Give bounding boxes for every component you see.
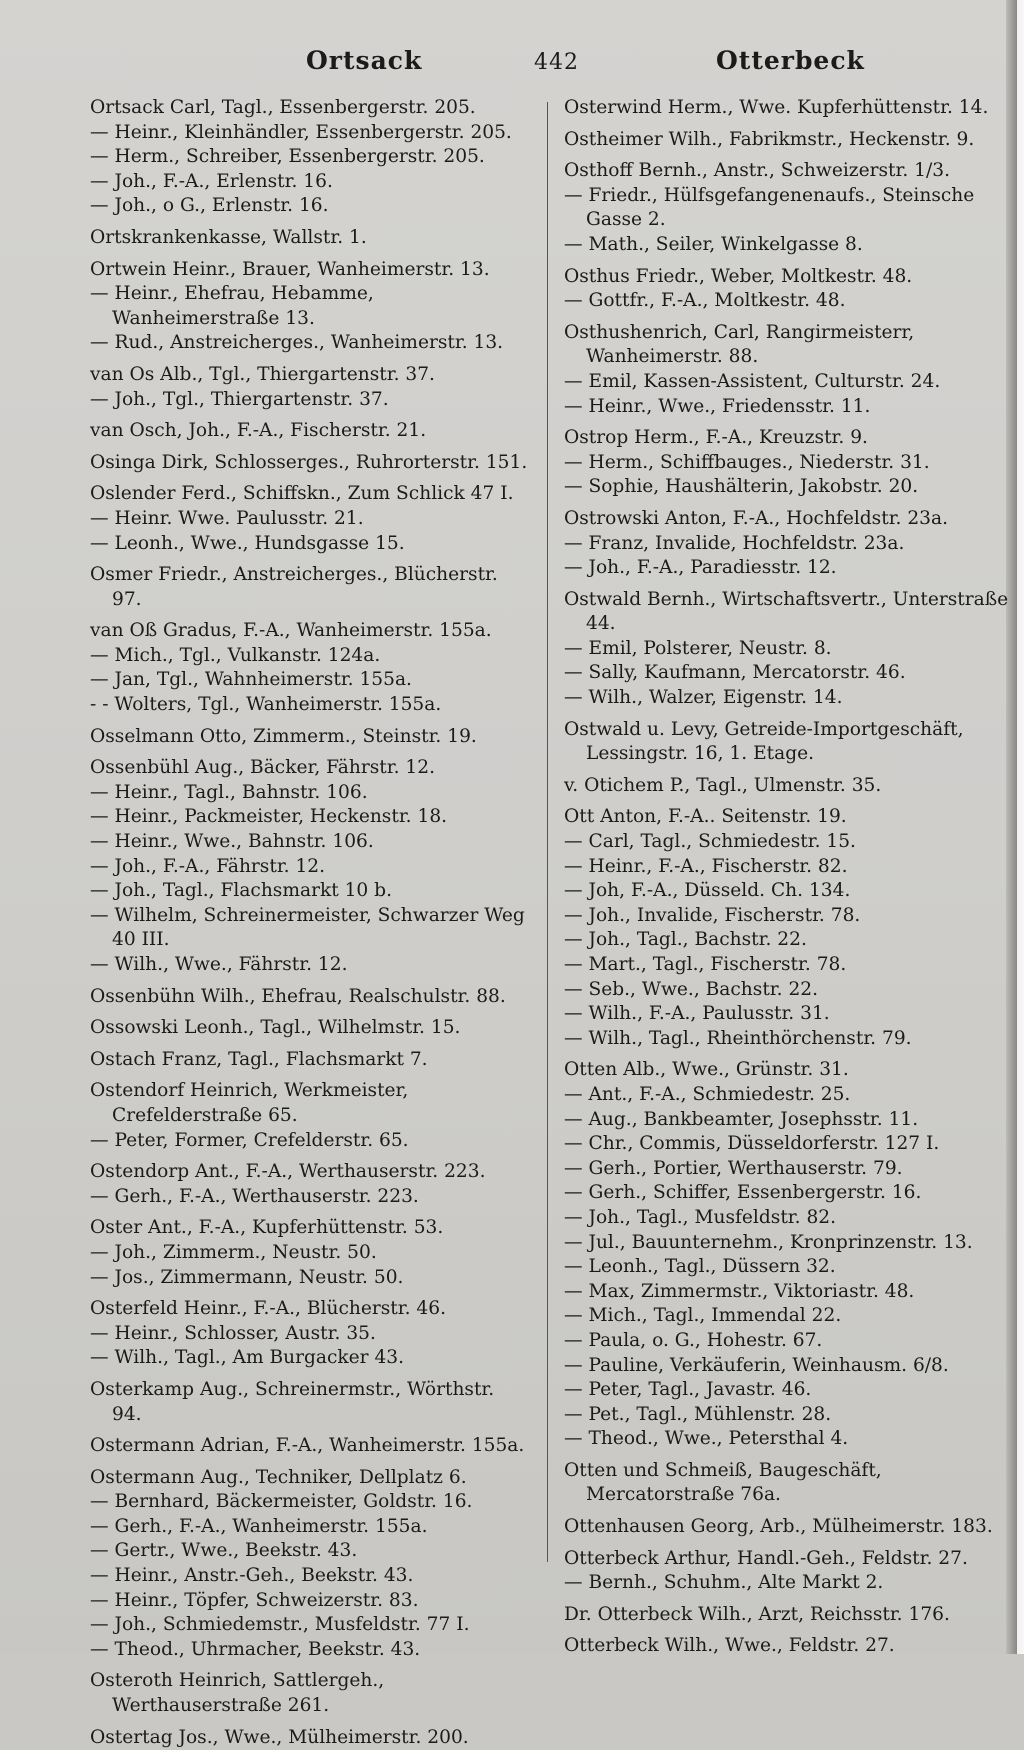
directory-entry: — Joh., Tagl., Flachsmarkt 10 b. bbox=[90, 880, 392, 902]
directory-entry: Ossenbühn Wilh., Ehefrau, Realschulstr. 88. bbox=[90, 985, 506, 1007]
directory-entry: — Jan, Tgl., Wahnheimerstr. 155a. bbox=[90, 669, 412, 691]
directory-entry: Osterkamp Aug., Schreinermstr., Wörthstr. 94. bbox=[90, 1378, 495, 1425]
directory-entry: — Paula, o. G., Hohestr. 67. bbox=[564, 1329, 823, 1351]
directory-entry: — Sally, Kaufmann, Mercatorstr. 46. bbox=[564, 662, 906, 684]
directory-entry: — Gottfr., F.-A., Moltkestr. 48. bbox=[564, 290, 846, 312]
directory-entry: Ottenhausen Georg, Arb., Mülheimerstr. 183. bbox=[564, 1516, 993, 1538]
directory-entry: Ossowski Leonh., Tagl., Wilhelmstr. 15. bbox=[90, 1017, 461, 1039]
directory-entry: — Joh., Tgl., Thiergartenstr. 37. bbox=[90, 388, 389, 410]
directory-entry: Otten und Schmeiß, Baugeschäft, Mercatorstraße 76a. bbox=[564, 1459, 882, 1506]
directory-entry: — Gertr., Wwe., Beekstr. 43. bbox=[90, 1540, 358, 1562]
directory-entry: Ortskrankenkasse, Wallstr. 1. bbox=[90, 226, 367, 248]
directory-entry: — Bernhard, Bäckermeister, Goldstr. 16. bbox=[90, 1491, 473, 1513]
directory-entry: Ostendorf Heinrich, Werkmeister, Crefelderstraße 65. bbox=[90, 1080, 409, 1126]
directory-entry: Ortsack Carl, Tagl., Essenbergerstr. 205. bbox=[90, 97, 476, 118]
page-header bbox=[90, 46, 964, 86]
directory-entry: Ostrop Herm., F.-A., Kreuzstr. 9. bbox=[564, 427, 868, 449]
header-right-word: Otterbeck bbox=[716, 46, 865, 75]
directory-entry: — Joh., Schmiedemstr., Musfeldstr. 77 I. bbox=[90, 1614, 470, 1636]
directory-entry: Oslender Ferd., Schiffskn., Zum Schlick 47 I. bbox=[90, 483, 514, 505]
directory-entry: — Joh., F.-A., Paradiesstr. 12. bbox=[564, 557, 837, 579]
directory-entry: — Heinr., Tagl., Bahnstr. 106. bbox=[90, 781, 368, 803]
directory-entry: Osmer Friedr., Anstreicherges., Blücherstr. 97. bbox=[90, 564, 498, 610]
directory-entry: — Peter, Tagl., Javastr. 46. bbox=[564, 1379, 812, 1401]
directory-entry: — Leonh., Wwe., Hundsgasse 15. bbox=[90, 532, 405, 554]
directory-entry: Ostermann Adrian, F.-A., Wanheimerstr. 155a. bbox=[90, 1435, 525, 1457]
directory-entry: — Heinr., Wwe., Friedensstr. 11. bbox=[564, 395, 871, 417]
directory-entry: — Jul., Bauunternehm., Kronprinzenstr. 13. bbox=[564, 1231, 973, 1253]
directory-entry: — Wilh., F.-A., Paulusstr. 31. bbox=[564, 1003, 830, 1025]
directory-entry: Osinga Dirk, Schlosserges., Ruhrorterstr. 151. bbox=[90, 451, 528, 473]
directory-entry: — Friedr., Hülfsgefangenenaufs., Steinsche Gasse 2. bbox=[564, 184, 975, 231]
header-left-word: Ortsack bbox=[306, 46, 423, 75]
directory-entry: Osthushenrich, Carl, Rangirmeisterr, Wanheimerstr. 88. bbox=[564, 321, 915, 368]
directory-entry: — Heinr. Wwe. Paulusstr. 21. bbox=[90, 507, 364, 529]
directory-entry: — Joh., F.-A., Erlenstr. 16. bbox=[90, 170, 333, 192]
directory-entry: Ott Anton, F.-A.. Seitenstr. 19. bbox=[564, 806, 847, 828]
directory-entry: — Leonh., Tagl., Düssern 32. bbox=[564, 1256, 836, 1278]
directory-entry: Osselmann Otto, Zimmerm., Steinstr. 19. bbox=[90, 725, 477, 747]
directory-entry: — Gerh., F.-A., Werthauserstr. 223. bbox=[90, 1185, 419, 1207]
directory-entry: van Oß Gradus, F.-A., Wanheimerstr. 155a. bbox=[90, 620, 492, 642]
directory-entry: — Emil, Polsterer, Neustr. 8. bbox=[564, 637, 832, 659]
directory-entry: — Carl, Tagl., Schmiedestr. 15. bbox=[564, 831, 856, 853]
directory-entry: — Heinr., Kleinhändler, Essenbergerstr. 205. bbox=[90, 121, 512, 143]
directory-entry: Oster Ant., F.-A., Kupferhüttenstr. 53. bbox=[90, 1217, 444, 1239]
directory-entry: — Max, Zimmermstr., Viktoriastr. 48. bbox=[564, 1280, 915, 1302]
directory-entry: — Pet., Tagl., Mühlenstr. 28. bbox=[564, 1403, 832, 1425]
directory-entry: Osterfeld Heinr., F.-A., Blücherstr. 46. bbox=[90, 1298, 446, 1320]
directory-entry: Osthus Friedr., Weber, Moltkestr. 48. bbox=[564, 265, 913, 287]
directory-entry: — Joh, F.-A., Düsseld. Ch. 134. bbox=[564, 880, 851, 902]
directory-entry: — Theod., Uhrmacher, Beekstr. 43. bbox=[90, 1638, 421, 1660]
directory-entry: — Wilh., Tagl., Am Burgacker 43. bbox=[90, 1347, 405, 1369]
directory-entry: — Gerh., F.-A., Wanheimerstr. 155a. bbox=[90, 1515, 428, 1537]
directory-entry: Ostermann Aug., Techniker, Dellplatz 6. bbox=[90, 1466, 467, 1488]
directory-entry: Osthoff Bernh., Anstr., Schweizerstr. 1/3. bbox=[564, 160, 950, 182]
directory-entry: — Mich., Tgl., Vulkanstr. 124a. bbox=[90, 644, 381, 666]
directory-entry: Ostrowski Anton, F.-A., Hochfeldstr. 23a. bbox=[564, 507, 949, 529]
directory-entry: — Heinr., Anstr.-Geh., Beekstr. 43. bbox=[90, 1565, 414, 1587]
directory-entry: — Heinr., Ehefrau, Hebamme, Wanheimerstraße 13. bbox=[90, 283, 374, 329]
directory-entry: — Wilh., Wwe., Fährstr. 12. bbox=[90, 954, 348, 975]
directory-entry: — Ant., F.-A., Schmiedestr. 25. bbox=[564, 1083, 851, 1105]
directory-entry: Ostheimer Wilh., Fabrikmstr., Heckenstr. 9. bbox=[564, 128, 975, 150]
page-number: 442 bbox=[534, 50, 579, 75]
column-divider bbox=[547, 102, 548, 1562]
directory-entry: — Wilh., Tagl., Rheinthörchenstr. 79. bbox=[564, 1027, 912, 1049]
directory-entry: — Joh., F.-A., Fährstr. 12. bbox=[90, 855, 326, 877]
directory-entry: v. Otichem P., Tagl., Ulmenstr. 35. bbox=[564, 774, 882, 796]
directory-entry: — Heinr., Wwe., Bahnstr. 106. bbox=[90, 831, 374, 853]
directory-entry: Otten Alb., Wwe., Grünstr. 31. bbox=[564, 1059, 849, 1081]
directory-entry: — Joh., Invalide, Fischerstr. 78. bbox=[564, 904, 861, 926]
directory-entry: — Gerh., Portier, Werthauserstr. 79. bbox=[564, 1157, 903, 1179]
directory-entry: — Mart., Tagl., Fischerstr. 78. bbox=[564, 954, 847, 975]
right-column bbox=[564, 96, 1012, 1659]
directory-entry: — Joh., Zimmerm., Neustr. 50. bbox=[90, 1241, 377, 1263]
directory-entry: — Herm., Schreiber, Essenbergerstr. 205. bbox=[90, 146, 485, 168]
directory-entry: — Sophie, Haushälterin, Jakobstr. 20. bbox=[564, 476, 919, 498]
directory-entry: — Peter, Former, Crefelderstr. 65. bbox=[90, 1129, 409, 1151]
directory-entry: — Wilhelm, Schreinermeister, Schwarzer Weg 40 III. bbox=[90, 904, 525, 951]
directory-entry: Ossenbühl Aug., Bäcker, Fährstr. 12. bbox=[90, 757, 435, 779]
directory-entry: — Heinr., Schlosser, Austr. 35. bbox=[90, 1322, 376, 1344]
directory-entry: — Gerh., Schiffer, Essenbergerstr. 16. bbox=[564, 1182, 922, 1204]
directory-entry: van Osch, Joh., F.-A., Fischerstr. 21. bbox=[90, 420, 427, 442]
directory-entry: Ostwald u. Levy, Getreide-Importgeschäft, Lessingstr. 16, 1. Etage. bbox=[564, 718, 964, 765]
directory-entry: — Mich., Tagl., Immendal 22. bbox=[564, 1305, 842, 1327]
directory-entry: — Herm., Schiffbauges., Niederstr. 31. bbox=[564, 451, 930, 473]
directory-entry: — Emil, Kassen-Assistent, Culturstr. 24. bbox=[564, 370, 941, 392]
directory-entry: Ostertag Jos., Wwe., Mülheimerstr. 200. bbox=[90, 1726, 469, 1748]
directory-entry: — Chr., Commis, Düsseldorferstr. 127 I. bbox=[564, 1133, 940, 1155]
directory-entry: Osterwind Herm., Wwe. Kupferhüttenstr. 14. bbox=[564, 97, 989, 118]
directory-entry: — Theod., Wwe., Petersthal 4. bbox=[564, 1428, 849, 1450]
directory-entry: - - Wolters, Tgl., Wanheimerstr. 155a. bbox=[90, 694, 442, 716]
directory-entry: Osteroth Heinrich, Sattlergeh., Werthauserstraße 261. bbox=[90, 1670, 385, 1717]
directory-entry: — Joh., Tagl., Bachstr. 22. bbox=[564, 929, 807, 951]
directory-entry: — Bernh., Schuhm., Alte Markt 2. bbox=[564, 1572, 884, 1594]
directory-entry: Otterbeck Arthur, Handl.-Geh., Feldstr. 27. bbox=[564, 1547, 968, 1569]
directory-entry: van Os Alb., Tgl., Thiergartenstr. 37. bbox=[90, 363, 435, 385]
directory-entry: — Wilh., Walzer, Eigenstr. 14. bbox=[564, 687, 843, 709]
directory-entry: — Heinr., Töpfer, Schweizerstr. 83. bbox=[90, 1589, 419, 1611]
directory-entry: Dr. Otterbeck Wilh., Arzt, Reichsstr. 176. bbox=[564, 1603, 950, 1625]
directory-entry: — Joh., o G., Erlenstr. 16. bbox=[90, 195, 329, 217]
directory-entry: — Aug., Bankbeamter, Josephsstr. 11. bbox=[564, 1108, 919, 1130]
directory-entry: Ostach Franz, Tagl., Flachsmarkt 7. bbox=[90, 1048, 428, 1070]
directory-entry: Ostendorp Ant., F.-A., Werthauserstr. 223. bbox=[90, 1161, 486, 1183]
directory-entry: Ortwein Heinr., Brauer, Wanheimerstr. 13. bbox=[90, 258, 490, 280]
directory-entry: — Jos., Zimmermann, Neustr. 50. bbox=[90, 1266, 404, 1288]
directory-entry: — Rud., Anstreicherges., Wanheimerstr. 13. bbox=[90, 332, 504, 354]
directory-entry: — Pauline, Verkäuferin, Weinhausm. 6/8. bbox=[564, 1354, 949, 1376]
directory-entry: — Seb., Wwe., Bachstr. 22. bbox=[564, 978, 819, 1000]
directory-entry: — Math., Seiler, Winkelgasse 8. bbox=[564, 233, 863, 255]
directory-entry: Otterbeck Wilh., Wwe., Feldstr. 27. bbox=[564, 1635, 895, 1657]
directory-entry: — Joh., Tagl., Musfeldstr. 82. bbox=[564, 1206, 837, 1228]
left-column bbox=[90, 96, 528, 1750]
directory-entry: Ostwald Bernh., Wirtschaftsvertr., Unterstraße 44. bbox=[564, 588, 1009, 635]
directory-entry: — Franz, Invalide, Hochfeldstr. 23a. bbox=[564, 532, 905, 554]
directory-entry: — Heinr., Packmeister, Heckenstr. 18. bbox=[90, 806, 448, 828]
directory-entry: — Heinr., F.-A., Fischerstr. 82. bbox=[564, 855, 848, 877]
